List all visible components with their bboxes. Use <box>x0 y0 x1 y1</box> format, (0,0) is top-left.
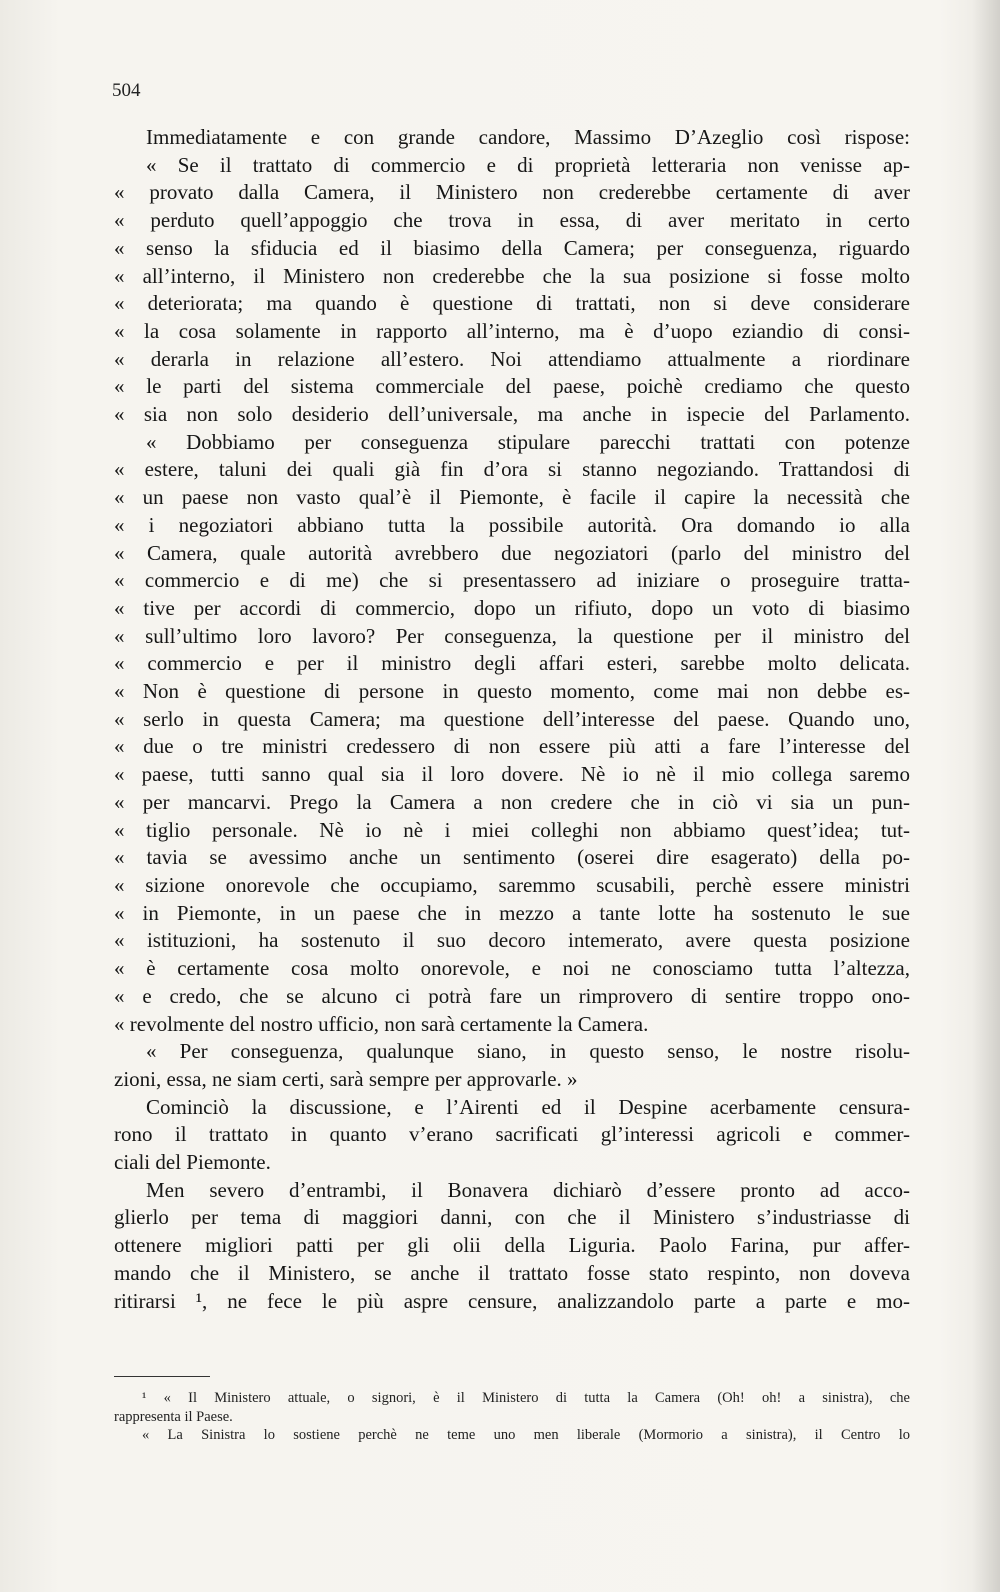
text-line: « perduto quell’appoggio che trova in essa, di aver meritato in certo <box>114 208 910 233</box>
text-line: « estere, taluni dei quali già fin d’ora si stanno negoziando. Trattandosi di <box>114 457 910 482</box>
text-line: « deteriorata; ma quando è questione di trattati, non si deve considerare <box>114 291 910 316</box>
text-line: « tiglio personale. Nè io nè i miei colleghi non abbiamo quest’idea; tut- <box>114 817 910 842</box>
text-line: « tive per accordi di commercio, dopo un rifiuto, dopo un voto di biasimo <box>114 595 910 620</box>
text-line: « un paese non vasto qual’è il Piemonte, è facile il capire la necessità che <box>114 485 910 510</box>
page-edge-shadow <box>972 0 1000 1592</box>
text-line: « sia non solo desiderio dell’universale, ma anche in ispecie del Parlamento. <box>114 402 910 427</box>
text-line: glierlo per tema di maggiori danni, con che il Ministero s’industriasse di <box>114 1205 910 1230</box>
text-line: « i negoziatori abbiano tutta la possibile autorità. Ora domando io alla <box>114 512 910 537</box>
text-line: « all’interno, il Ministero non crederebbe che la sua posizione si fosse molto <box>114 263 910 288</box>
text-line: rono il trattato in quanto v’erano sacrificati gl’interessi agricoli e commer- <box>114 1122 910 1147</box>
text-line: Men severo d’entrambi, il Bonavera dichiarò d’essere pronto ad acco- <box>146 1177 910 1202</box>
text-line: « in Piemonte, in un paese che in mezzo a tante lotte ha sostenuto le sue <box>114 900 910 925</box>
footnotes <box>114 1389 910 1445</box>
text-line: « commercio e di me) che si presentassero ad iniziare o proseguire tratta- <box>114 568 910 593</box>
text-line: « Non è questione di persone in questo momento, come mai non debbe es- <box>114 679 910 704</box>
text-line: « e credo, che se alcuno ci potrà fare un rimprovero di sentire troppo ono- <box>114 983 910 1008</box>
page-number: 504 <box>112 80 141 101</box>
text-line: « due o tre ministri credessero di non essere più atti a fare l’interesse del <box>114 734 910 759</box>
text-line: ciali del Piemonte. <box>114 1150 271 1175</box>
text-line: Cominciò la discussione, e l’Airenti ed il Despine acerbamente censura- <box>146 1094 910 1119</box>
text-line: « è certamente cosa molto onorevole, e noi ne conosciamo tutta l’altezza, <box>114 956 910 981</box>
text-line: « le parti del sistema commerciale del paese, poichè crediamo che questo <box>114 374 910 399</box>
text-line: « derarla in relazione all’estero. Noi attendiamo attualmente a riordinare <box>114 346 910 371</box>
text-line: « Per conseguenza, qualunque siano, in questo senso, le nostre risolu- <box>146 1039 910 1064</box>
text-line: ritirarsi ¹, ne fece le più aspre censure, analizzandolo parte a parte e mo- <box>114 1288 910 1313</box>
text-line: « la cosa solamente in rapporto all’interno, ma è d’uopo eziandio di consi- <box>114 318 910 343</box>
text-line: mando che il Ministero, se anche il trattato fosse stato respinto, non doveva <box>114 1260 910 1285</box>
text-line: « provato dalla Camera, il Ministero non crederebbe certamente di aver <box>114 180 910 205</box>
text-line: « sull’ultimo loro lavoro? Per conseguenza, la questione per il ministro del <box>114 623 910 648</box>
text-line: Immediatamente e con grande candore, Massimo D’Azeglio così rispose: <box>146 125 910 149</box>
text-line: « sizione onorevole che occupiamo, saremmo scusabili, perchè essere ministri <box>114 872 910 897</box>
footnote-line: « La Sinistra lo sostiene perchè ne teme uno men liberale (Mormorio a sinistra), il Centro lo <box>142 1427 910 1443</box>
text-line: « serlo in questa Camera; ma questione dell’interesse del paese. Quando uno, <box>114 706 910 731</box>
text-line: « paese, tutti sanno qual sia il loro dovere. Nè io nè il mio collega saremo <box>114 762 910 787</box>
text-line: « Camera, quale autorità avrebbero due negoziatori (parlo del ministro del <box>114 540 910 565</box>
footnote-line: ¹ « Il Ministero attuale, o signori, è il Ministero di tutta la Camera (Oh! oh! a sinistra), che <box>142 1390 910 1406</box>
text-line: zioni, essa, ne siam certi, sarà sempre per approvarle. » <box>114 1066 578 1091</box>
text-line: « senso la sfiducia ed il biasimo della Camera; per conseguenza, riguardo <box>114 235 910 260</box>
text-line: « Se il trattato di commercio e di proprietà letteraria non venisse ap- <box>146 152 910 177</box>
text-line: « tavia se avessimo anche un sentimento (oserei dire esagerato) della po- <box>114 845 910 870</box>
footnote-line: rappresenta il Paese. <box>114 1408 233 1425</box>
text-line: « revolmente del nostro ufficio, non sarà certamente la Camera. <box>114 1011 649 1036</box>
footnote-rule <box>114 1376 210 1377</box>
text-line: « commercio e per il ministro degli affari esteri, sarebbe molto delicata. <box>114 651 910 676</box>
text-line: « per mancarvi. Prego la Camera a non credere che in ciò vi sia un pun- <box>114 789 910 814</box>
body-text <box>114 124 910 1315</box>
text-line: « istituzioni, ha sostenuto il suo decoro intemerato, avere questa posizione <box>114 928 910 953</box>
text-line: « Dobbiamo per conseguenza stipulare parecchi trattati con potenze <box>146 429 910 454</box>
text-line: ottenere migliori patti per gli olii della Liguria. Paolo Farina, pur affer- <box>114 1233 910 1258</box>
